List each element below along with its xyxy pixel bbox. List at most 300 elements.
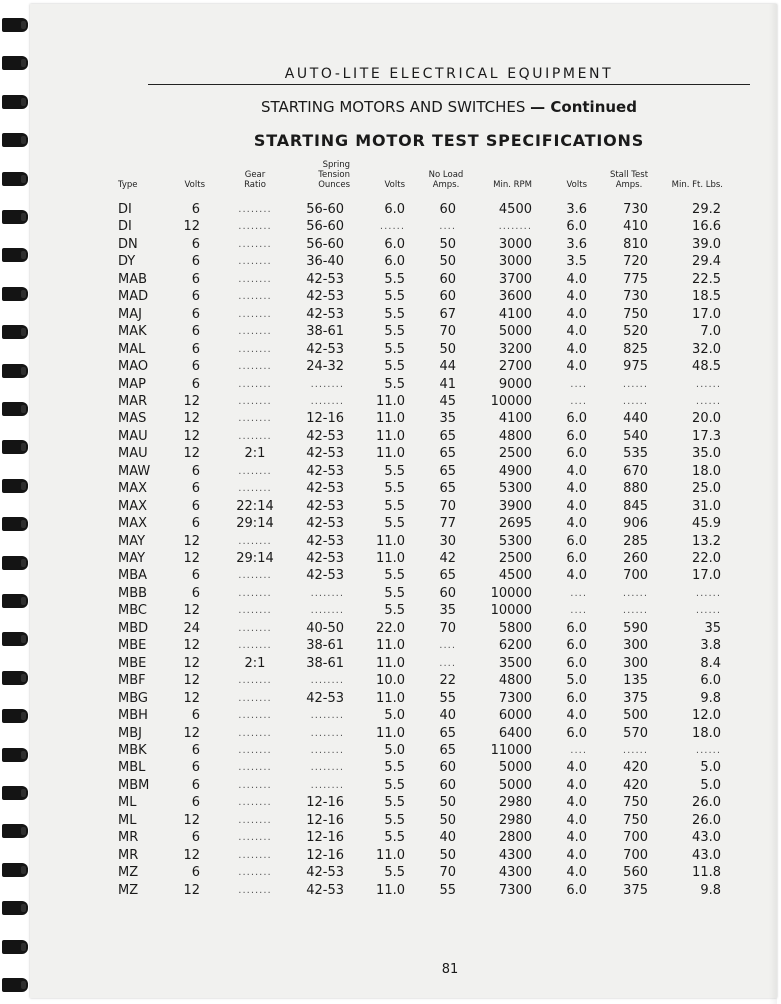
cell-st-amps: 750: [623, 795, 648, 811]
binding-ring: [2, 440, 28, 454]
page-number: 81: [441, 962, 459, 977]
cell-st-amps: ......: [622, 378, 648, 390]
cell-spring: 38-61: [306, 655, 344, 671]
cell-volts: 6: [191, 742, 200, 758]
table-row: [30, 201, 777, 218]
cell-st-volts: ....: [570, 587, 587, 599]
cell-type: MAX: [118, 498, 148, 514]
cell-spring: 56-60: [306, 236, 344, 252]
cell-volts: 6: [191, 463, 200, 479]
cell-rpm: 3200: [498, 341, 532, 357]
cell-spring: 36-40: [306, 254, 344, 270]
cell-spring: 42-53: [306, 341, 344, 357]
cell-spring: 42-53: [306, 428, 344, 444]
cell-ftlbs: 39.0: [692, 236, 721, 252]
cell-gear: ........: [238, 832, 272, 844]
cell-type: DN: [118, 236, 138, 252]
cell-st-volts: 4.0: [566, 516, 587, 532]
cell-spring: 38-61: [306, 638, 344, 654]
cell-rpm: 5300: [498, 533, 532, 549]
table-row: [30, 498, 777, 515]
cell-spring: ........: [310, 378, 344, 390]
cell-ftlbs: ......: [695, 587, 721, 599]
cell-type: MZ: [118, 865, 139, 881]
cell-rpm: 4300: [498, 847, 532, 863]
cell-type: MBE: [118, 655, 147, 671]
cell-st-volts: 4.0: [566, 481, 587, 497]
cell-rpm: 7300: [498, 690, 532, 706]
cell-rpm: 5300: [498, 481, 532, 497]
cell-st-amps: 500: [623, 708, 648, 724]
cell-nl-amps: 50: [439, 341, 456, 357]
table-row: [30, 550, 777, 567]
cell-volts: 6: [191, 830, 200, 846]
cell-rpm: 6400: [498, 725, 532, 741]
cell-nl-volts: 5.5: [384, 585, 405, 601]
subtitle-continued: — Continued: [530, 98, 637, 116]
binding-ring: [2, 479, 28, 493]
cell-type: MBJ: [118, 725, 142, 741]
cell-gear: ........: [238, 413, 272, 425]
cell-spring: 38-61: [306, 324, 344, 340]
cell-rpm: 4100: [498, 306, 532, 322]
cell-nl-amps: 22: [439, 673, 456, 689]
cell-nl-amps: 60: [439, 202, 456, 217]
cell-type: MAS: [118, 411, 147, 427]
binding-ring: [2, 18, 28, 32]
cell-volts: 12: [183, 551, 200, 566]
cell-spring: 42-53: [306, 882, 344, 898]
cell-type: MBL: [118, 760, 146, 776]
cell-nl-amps: 50: [439, 254, 456, 270]
cell-rpm: 2695: [498, 516, 532, 532]
cell-nl-amps: 60: [439, 585, 456, 601]
cell-rpm: 2980: [498, 812, 532, 828]
cell-volts: 6: [191, 585, 200, 601]
cell-type: MBE: [118, 638, 147, 654]
cell-nl-volts: 5.5: [384, 463, 405, 479]
cell-st-volts: 4.0: [566, 777, 587, 793]
table-row: [30, 323, 777, 340]
table-row: [30, 864, 777, 881]
cell-nl-volts: 5.5: [384, 812, 405, 828]
column-header-volts: Volts: [184, 180, 205, 190]
binding-ring: [2, 517, 28, 531]
cell-gear: ........: [238, 221, 272, 233]
cell-volts: 12: [183, 638, 200, 654]
cell-nl-volts: 5.5: [384, 830, 405, 846]
cell-spring: ........: [310, 395, 344, 407]
cell-nl-amps: 50: [439, 847, 456, 863]
cell-spring: 12-16: [306, 847, 344, 863]
cell-volts: 6: [191, 498, 200, 514]
cell-nl-amps: 60: [439, 271, 456, 287]
cell-ftlbs: 45.9: [692, 516, 721, 532]
cell-st-amps: 420: [623, 760, 648, 776]
cell-type: ML: [118, 812, 137, 828]
cell-rpm: 2500: [498, 446, 532, 462]
cell-type: ML: [118, 795, 137, 811]
cell-spring: 24-32: [306, 359, 344, 375]
cell-volts: 12: [183, 411, 200, 427]
table-row: [30, 637, 777, 654]
cell-st-amps: 520: [623, 324, 648, 340]
cell-nl-volts: 5.5: [384, 516, 405, 532]
cell-st-volts: 4.0: [566, 463, 587, 479]
cell-nl-amps: ....: [439, 221, 456, 233]
cell-nl-amps: 60: [439, 289, 456, 305]
cell-st-amps: 700: [623, 830, 648, 846]
cell-type: MAB: [118, 271, 148, 287]
table-row: [30, 428, 777, 445]
cell-nl-amps: 60: [439, 777, 456, 793]
cell-volts: 12: [183, 847, 200, 863]
cell-type: MAD: [118, 289, 149, 305]
cell-volts: 12: [183, 603, 200, 619]
cell-nl-amps: 42: [439, 551, 456, 566]
cell-nl-volts: 11.0: [376, 882, 405, 898]
table-row: [30, 742, 777, 759]
cell-ftlbs: 18.0: [692, 725, 721, 741]
cell-st-amps: 375: [623, 690, 648, 706]
cell-type: MAP: [118, 376, 146, 392]
column-header-rpm: Min. RPM: [493, 180, 532, 190]
cell-nl-amps: 44: [439, 359, 456, 375]
cell-rpm: 7300: [498, 882, 532, 898]
cell-type: MAX: [118, 516, 148, 532]
cell-nl-volts: 5.5: [384, 568, 405, 584]
cell-nl-volts: 11.0: [376, 393, 405, 409]
cell-gear: ........: [238, 849, 272, 861]
cell-type: MBH: [118, 708, 148, 724]
cell-volts: 12: [183, 533, 200, 549]
cell-nl-amps: 45: [439, 393, 456, 409]
cell-st-volts: ....: [570, 744, 587, 756]
cell-ftlbs: 17.0: [692, 568, 721, 584]
cell-ftlbs: 3.8: [700, 638, 721, 654]
cell-type: DI: [118, 202, 132, 217]
cell-gear: ........: [238, 343, 272, 355]
cell-st-amps: 906: [623, 516, 648, 532]
cell-nl-amps: 65: [439, 481, 456, 497]
cell-volts: 6: [191, 865, 200, 881]
cell-ftlbs: ......: [695, 744, 721, 756]
cell-gear: ........: [238, 326, 272, 338]
cell-rpm: 5000: [498, 324, 532, 340]
cell-nl-amps: 65: [439, 463, 456, 479]
cell-rpm: 2800: [498, 830, 532, 846]
cell-spring: 42-53: [306, 463, 344, 479]
cell-gear: ........: [238, 291, 272, 303]
binding-ring: [2, 248, 28, 262]
cell-volts: 6: [191, 516, 200, 532]
cell-gear: ........: [238, 884, 272, 896]
cell-st-volts: 6.0: [566, 725, 587, 741]
table-row: [30, 707, 777, 724]
cell-st-volts: 3.6: [566, 236, 587, 252]
cell-volts: 6: [191, 306, 200, 322]
cell-type: MAX: [118, 481, 148, 497]
cell-nl-volts: 11.0: [376, 428, 405, 444]
cell-spring: 42-53: [306, 568, 344, 584]
cell-gear: ........: [238, 430, 272, 442]
cell-ftlbs: 31.0: [692, 498, 721, 514]
cell-spring: 12-16: [306, 795, 344, 811]
cell-ftlbs: 8.4: [700, 655, 721, 671]
cell-nl-volts: 5.5: [384, 359, 405, 375]
column-header-spring: Spring Tension Ounces: [318, 160, 350, 190]
cell-volts: 6: [191, 254, 200, 270]
cell-type: MAO: [118, 359, 149, 375]
cell-st-amps: 730: [623, 289, 648, 305]
cell-nl-volts: 5.5: [384, 306, 405, 322]
table-row: [30, 236, 777, 253]
cell-type: MBA: [118, 568, 148, 584]
cell-rpm: ........: [498, 221, 532, 233]
cell-nl-volts: 11.0: [376, 446, 405, 462]
cell-volts: 6: [191, 568, 200, 584]
table-row: [30, 759, 777, 776]
cell-volts: 12: [183, 428, 200, 444]
cell-nl-volts: 11.0: [376, 411, 405, 427]
cell-nl-volts: 11.0: [376, 847, 405, 863]
cell-st-amps: ......: [622, 587, 648, 599]
cell-st-amps: 700: [623, 847, 648, 863]
cell-type: DI: [118, 219, 132, 235]
cell-gear: ........: [238, 378, 272, 390]
cell-spring: ........: [310, 587, 344, 599]
table-row: [30, 725, 777, 742]
cell-rpm: 6000: [498, 708, 532, 724]
cell-type: MAU: [118, 428, 148, 444]
table-row: [30, 410, 777, 427]
cell-st-amps: 775: [623, 271, 648, 287]
cell-nl-volts: 5.5: [384, 271, 405, 287]
table-row: [30, 358, 777, 375]
cell-st-amps: 560: [623, 865, 648, 881]
cell-st-volts: 4.0: [566, 341, 587, 357]
cell-ftlbs: 32.0: [692, 341, 721, 357]
binding-ring: [2, 364, 28, 378]
cell-nl-volts: 6.0: [384, 254, 405, 270]
column-header-st-volts: Volts: [566, 180, 587, 190]
cell-nl-amps: 40: [439, 830, 456, 846]
section-subtitle: [148, 98, 750, 116]
cell-gear: ........: [238, 465, 272, 477]
cell-gear: ........: [238, 814, 272, 826]
column-header-gear: Gear Ratio: [244, 170, 266, 190]
binding-ring: [2, 824, 28, 838]
cell-rpm: 4300: [498, 865, 532, 881]
cell-ftlbs: 12.0: [692, 708, 721, 724]
cell-st-volts: 6.0: [566, 411, 587, 427]
binding-ring: [2, 172, 28, 186]
cell-volts: 6: [191, 708, 200, 724]
cell-nl-amps: 65: [439, 742, 456, 758]
cell-volts: 12: [183, 725, 200, 741]
cell-spring: 42-53: [306, 551, 344, 566]
cell-st-volts: ....: [570, 395, 587, 407]
cell-spring: 56-60: [306, 202, 344, 217]
cell-ftlbs: 7.0: [700, 324, 721, 340]
cell-nl-amps: 50: [439, 795, 456, 811]
column-header-ftlbs: Min. Ft. Lbs.: [671, 180, 723, 190]
cell-st-amps: 375: [623, 882, 648, 898]
cell-ftlbs: 17.3: [692, 428, 721, 444]
cell-ftlbs: 5.0: [700, 760, 721, 776]
cell-st-amps: 730: [623, 202, 648, 217]
binding-ring: [2, 556, 28, 570]
cell-spring: ........: [310, 744, 344, 756]
cell-st-volts: 3.5: [566, 254, 587, 270]
subtitle-main: STARTING MOTORS AND SWITCHES: [261, 98, 526, 116]
binding-ring: [2, 594, 28, 608]
cell-st-volts: 4.0: [566, 708, 587, 724]
cell-rpm: 4100: [498, 411, 532, 427]
cell-nl-volts: 11.0: [376, 638, 405, 654]
cell-st-volts: 6.0: [566, 882, 587, 898]
cell-st-amps: 750: [623, 306, 648, 322]
binding-ring: [2, 95, 28, 109]
cell-rpm: 11000: [490, 742, 532, 758]
table-row: [30, 533, 777, 550]
table-row: [30, 445, 777, 462]
cell-spring: 42-53: [306, 533, 344, 549]
cell-ftlbs: 5.0: [700, 777, 721, 793]
cell-gear: ........: [238, 535, 272, 547]
table-row: [30, 602, 777, 619]
cell-gear: ........: [238, 640, 272, 652]
cell-st-amps: 880: [623, 481, 648, 497]
cell-st-volts: 6.0: [566, 551, 587, 566]
cell-st-volts: 6.0: [566, 428, 587, 444]
cell-gear: 29:14: [236, 551, 274, 566]
cell-st-amps: 810: [623, 236, 648, 252]
cell-st-amps: 845: [623, 498, 648, 514]
cell-gear: ........: [238, 675, 272, 687]
binding-ring: [2, 325, 28, 339]
cell-volts: 6: [191, 236, 200, 252]
table-row: [30, 794, 777, 811]
cell-nl-amps: 70: [439, 865, 456, 881]
cell-gear: ........: [238, 622, 272, 634]
cell-st-volts: 3.6: [566, 202, 587, 217]
cell-nl-volts: 5.5: [384, 324, 405, 340]
cell-volts: 12: [183, 655, 200, 671]
cell-rpm: 5800: [498, 620, 532, 636]
cell-st-amps: 420: [623, 777, 648, 793]
cell-spring: 56-60: [306, 219, 344, 235]
cell-ftlbs: 22.0: [692, 551, 721, 566]
cell-spring: ........: [310, 605, 344, 617]
cell-nl-amps: 65: [439, 446, 456, 462]
cell-type: MBC: [118, 603, 147, 619]
cell-gear: 2:1: [244, 655, 266, 671]
cell-nl-volts: 5.5: [384, 603, 405, 619]
cell-type: MAW: [118, 463, 151, 479]
table-title: STARTING MOTOR TEST SPECIFICATIONS: [253, 131, 645, 150]
cell-ftlbs: 20.0: [692, 411, 721, 427]
cell-rpm: 3700: [498, 271, 532, 287]
cell-nl-amps: 65: [439, 725, 456, 741]
cell-ftlbs: 29.2: [692, 202, 721, 217]
cell-nl-amps: 30: [439, 533, 456, 549]
cell-spring: 12-16: [306, 411, 344, 427]
cell-st-volts: 6.0: [566, 690, 587, 706]
cell-ftlbs: 43.0: [692, 847, 721, 863]
cell-nl-volts: 11.0: [376, 533, 405, 549]
cell-gear: ........: [238, 692, 272, 704]
table-row: [30, 620, 777, 637]
binding-ring: [2, 671, 28, 685]
cell-type: DY: [118, 254, 136, 270]
cell-ftlbs: 9.8: [700, 882, 721, 898]
cell-rpm: 4800: [498, 428, 532, 444]
cell-ftlbs: 18.0: [692, 463, 721, 479]
cell-st-amps: 135: [623, 673, 648, 689]
cell-st-volts: 4.0: [566, 271, 587, 287]
cell-st-volts: 6.0: [566, 533, 587, 549]
cell-st-volts: 4.0: [566, 289, 587, 305]
cell-st-amps: 670: [623, 463, 648, 479]
cell-nl-volts: 6.0: [384, 236, 405, 252]
cell-type: MBB: [118, 585, 148, 601]
cell-nl-amps: 60: [439, 760, 456, 776]
cell-volts: 6: [191, 324, 200, 340]
binding-ring: [2, 632, 28, 646]
binding-ring: [2, 287, 28, 301]
cell-st-amps: 540: [623, 428, 648, 444]
cell-nl-amps: ....: [439, 657, 456, 669]
binding-ring: [2, 978, 28, 992]
cell-st-amps: 700: [623, 568, 648, 584]
table-row: [30, 585, 777, 602]
cell-gear: ........: [238, 762, 272, 774]
cell-ftlbs: 26.0: [692, 812, 721, 828]
cell-st-volts: 4.0: [566, 865, 587, 881]
cell-st-volts: 4.0: [566, 760, 587, 776]
cell-rpm: 6200: [498, 638, 532, 654]
cell-nl-amps: 67: [439, 306, 456, 322]
cell-nl-volts: 5.5: [384, 498, 405, 514]
cell-gear: ........: [238, 797, 272, 809]
cell-nl-volts: 11.0: [376, 690, 405, 706]
cell-nl-volts: 22.0: [376, 620, 405, 636]
cell-volts: 6: [191, 359, 200, 375]
cell-ftlbs: 13.2: [692, 533, 721, 549]
cell-type: MBM: [118, 777, 150, 793]
table-row: [30, 882, 777, 899]
cell-spring: 42-53: [306, 498, 344, 514]
binding-ring: [2, 709, 28, 723]
cell-gear: ........: [238, 204, 272, 215]
cell-nl-amps: ....: [439, 640, 456, 652]
cell-st-amps: 975: [623, 359, 648, 375]
table-row: [30, 777, 777, 794]
cell-st-amps: ......: [622, 744, 648, 756]
cell-gear: ........: [238, 727, 272, 739]
cell-st-amps: 410: [623, 219, 648, 235]
cell-spring: 42-53: [306, 865, 344, 881]
cell-nl-volts: 5.5: [384, 795, 405, 811]
cell-nl-amps: 40: [439, 708, 456, 724]
cell-gear: ........: [238, 744, 272, 756]
binding-ring: [2, 863, 28, 877]
cell-spring: 42-53: [306, 516, 344, 532]
column-header-st-amps: Stall Test Amps.: [609, 170, 649, 190]
cell-volts: 6: [191, 760, 200, 776]
cell-nl-amps: 70: [439, 498, 456, 514]
